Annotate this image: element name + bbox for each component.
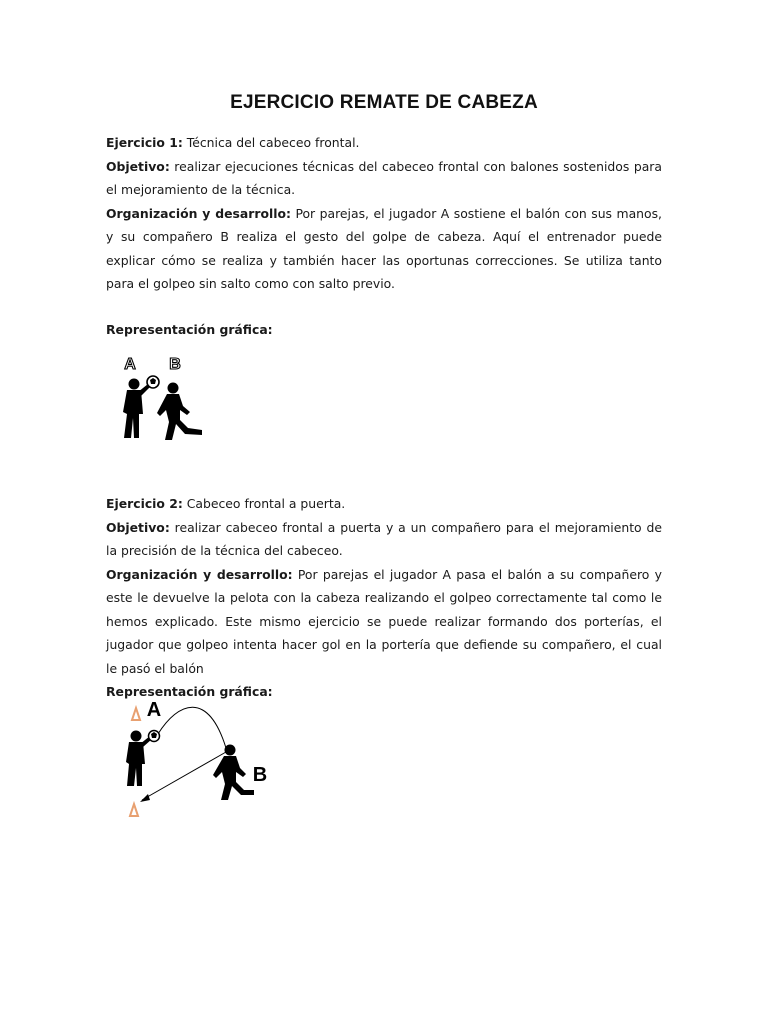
exercise-2-heading: [106, 492, 662, 516]
exercise-2-section: [106, 492, 662, 704]
exercise-2-organization-text: Por parejas el jugador A pasa el balón a su compañero y este le devuelve la pelota con la cabeza realizando el golpeo correctamente tal como le hemos explicado. Este mismo ejercicio se puede realizar formando dos porterías, el jugador que golpeo intenta hacer gol en la portería que defiende su compañero, el cual le pasó el balón: [106, 566, 663, 676]
pass-trajectory: [158, 707, 226, 748]
exercise-1-name: Técnica del cabeceo frontal.: [182, 135, 360, 150]
arrow-head-icon: [140, 794, 150, 802]
cone-icon: [130, 804, 138, 816]
exercise-2-objective-label: Objetivo:: [106, 519, 170, 535]
exercise-1-organization-label: Organización y desarrollo:: [106, 205, 291, 221]
player-b-silhouette: [157, 383, 202, 441]
exercise-1-objective-text: realizar ejecuciones técnicas del cabeceo frontal con balones sostenidos para el mejoramiento de la técnica.: [106, 158, 662, 197]
exercise-2-objective-text: realizar cabeceo frontal a puerta y a un compañero para el mejoramiento de la precisión de la técnica del cabeceo.: [106, 519, 662, 558]
exercise-2-organization: [106, 563, 662, 681]
exercise-2-diagram: [118, 690, 278, 825]
exercise-1-section: [106, 131, 662, 341]
exercise-2-organization-label: Organización y desarrollo:: [106, 566, 293, 582]
exercise-1-figure: [110, 350, 220, 450]
player-b-label: B: [169, 356, 181, 373]
exercise-1-heading: [106, 131, 662, 155]
exercise-2-figure: [118, 690, 278, 825]
player-a-label: A: [124, 356, 136, 373]
player-b-label: B: [252, 764, 268, 786]
page-title: EJERCICIO REMATE DE CABEZA: [230, 92, 538, 113]
exercise-1-organization-text: Por parejas, el jugador A sostiene el balón con sus manos, y su compañero B realiza el gesto del golpe de cabeza. Aquí el entrenador puede explicar cómo se realiza y también hacer las oportunas correcciones. Se utiliza tanto para el golpeo sin salto como con salto previo.: [106, 205, 662, 291]
exercise-2-objective: [106, 516, 662, 563]
exercise-1-label: Ejercicio 1:: [106, 135, 183, 150]
exercise-2-name: Cabeceo frontal a puerta.: [182, 496, 346, 511]
ball-icon: [149, 731, 160, 742]
return-arrow: [142, 752, 226, 800]
player-a-silhouette: [123, 379, 150, 439]
exercise-1-objective-label: Objetivo:: [106, 158, 170, 174]
exercise-2-label: Ejercicio 2:: [106, 496, 183, 511]
player-a-label: A: [146, 699, 162, 721]
exercise-2-graphic-label: Representación gráfica:: [106, 684, 273, 699]
spacer: [106, 296, 662, 318]
exercise-1-graphic-label: Representación gráfica:: [106, 321, 273, 337]
exercise-1-objective: [106, 155, 662, 202]
cone-icon: [132, 708, 140, 720]
exercise-1-organization: [106, 202, 662, 296]
ball-icon: [147, 376, 159, 388]
exercise-1-diagram: [110, 350, 220, 450]
player-b-silhouette: [213, 745, 254, 801]
player-a-silhouette: [126, 731, 152, 787]
